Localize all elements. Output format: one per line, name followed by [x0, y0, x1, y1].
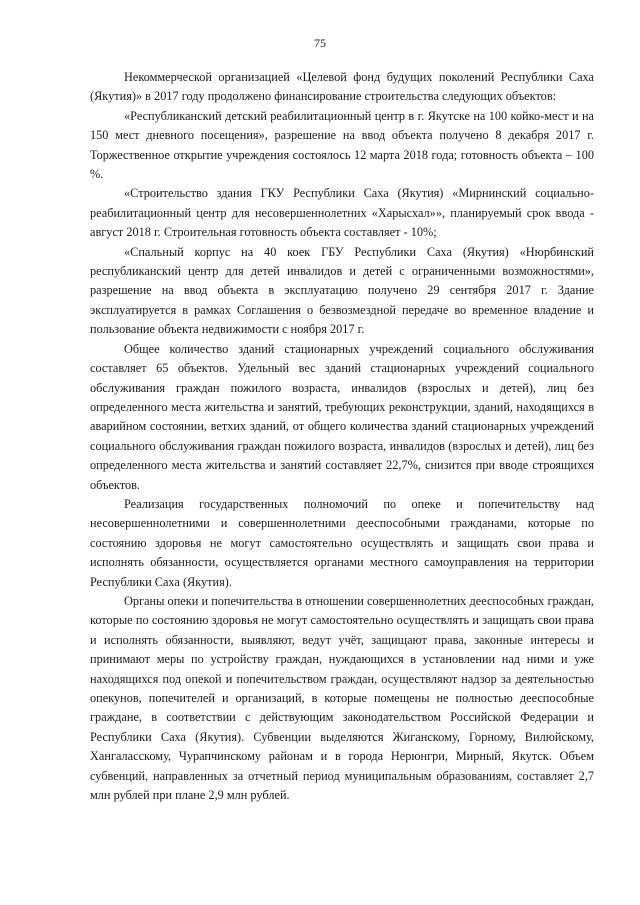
paragraph: Реализация государственных полномочий по опеке и попечительству над несовершеннолетними и совершеннолетними дееспособными гражданами, которые по состоянию здоровья не могут самостоятельно осуществлять и защищать свои права и исполнять обязанности, осуществляется органами местного самоуправления на территории Республики Саха (Якутия). — [90, 496, 594, 589]
paragraph: Органы опеки и попечительства в отношении совершеннолетних дееспособных граждан, которые по состоянию здоровья не могут самостоятельно осуществлять и защищать свои права и исполнять обязанности, выявляют, ведут учёт, защищают права, законные интересы и принимают меры по устройству граждан, нуждающихся в установлении над ними и уже находящихся под опекой и попечительством граждан, осуществляют надзор за деятельностью опекунов, попечителей и организаций, в которые помещены не полностью дееспособные граждане, в соответствии с действующим законодательством Российской Федерации и Республики Саха (Якутия). Субвенции выделяются Жиганскому, Горному, Вилюйскому, Хангаласскому, Чурапчинскому районам и в города Нерюнгри, Мирный, Якутск. Объем субвенций, направленных за отчетный период муниципальным образованиям, составляет 2,7 млн рублей при плане 2,9 млн рублей. — [90, 593, 594, 803]
page-number: 75 — [314, 36, 326, 50]
paragraph: Общее количество зданий стационарных учреждений социального обслуживания составляет 65 объектов. Удельный вес зданий стационарных учреждений социального обслуживания граждан пожилого возраста, инвалидов (взрослых и детей), лиц без определенного места жительства и занятий, требующих реконструкции, зданий, находящихся в аварийном состоянии, ветхих зданий, от общего количества зданий стационарных учреждений социального обслуживания граждан пожилого возраста, инвалидов (взрослых и детей), лиц без определенного места жительства и занятий составляет 22,7%, снизится при вводе строящихся объектов. — [90, 341, 594, 492]
paragraph: «Республиканский детский реабилитационный центр в г. Якутске на 100 койко-мест и на 150 мест дневного посещения», разрешение на ввод объекта получено 8 декабря 2017 г. Торжественное открытие учреждения состоялось 12 марта 2018 года; готовность объекта – 100 %. — [90, 108, 594, 182]
paragraph: «Строительство здания ГКУ Республики Саха (Якутия) «Мирнинский социально-реабилитационный центр для несовершеннолетних «Харысхал»», планируемый срок ввода - август 2018 г. Строительная готовность объекта составляет - 10%; — [90, 186, 594, 240]
paragraph: Некоммерческой организацией «Целевой фонд будущих поколений Республики Саха (Якутия)» в 2017 году продолжено финансирование строительства следующих объектов: — [90, 70, 594, 104]
paragraph: «Спальный корпус на 40 коек ГБУ Республики Саха (Якутия) «Нюрбинский республиканский центр для детей инвалидов и детей с ограниченными возможностями», разрешение на ввод объекта в эксплуатацию получено 29 сентября 2017 г. Здание эксплуатируется в рамках Соглашения о безвозмездной передаче во временное владение и пользование объекта недвижимости с ноября 2017 г. — [90, 244, 594, 337]
body-text — [90, 68, 594, 805]
